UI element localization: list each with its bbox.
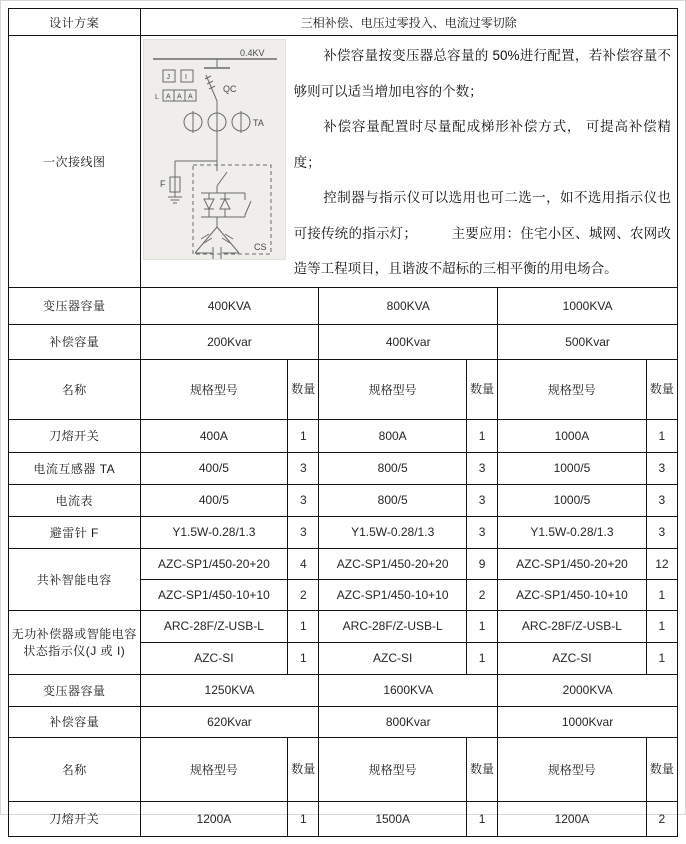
note-ladder-compensation: 补偿容量配置时尽量配成梯形补偿方式， 可提高补偿精度； (293, 119, 671, 170)
ammeter-box-a3: A (187, 93, 193, 101)
s2-header-qty: 数量 (646, 737, 677, 801)
design-notes (286, 36, 677, 287)
qty-cell: 1 (288, 610, 319, 642)
qty-cell: 9 (466, 548, 497, 579)
document-page (1, 1, 685, 844)
s2-transformer-value: 1600KVA (319, 674, 498, 706)
spec-cell: ARC-28F/Z-USB-L (140, 610, 288, 642)
s2-header-spec: 规格型号 (319, 737, 467, 801)
design-scheme-label: 设计方案 (9, 9, 141, 36)
spec-cell: 400/5 (140, 452, 288, 484)
spec-cell: AZC-SP1/450-10+10 (140, 579, 288, 610)
spec-table (8, 8, 678, 837)
switch-label: QC (222, 84, 237, 94)
spec-cell: 800/5 (319, 452, 467, 484)
s1-transformer-label: 变压器容量 (9, 287, 141, 324)
qty-cell: 3 (288, 516, 319, 548)
ct-label: TA (252, 118, 264, 128)
qty-cell: 3 (466, 484, 497, 516)
spec-cell: 800/5 (319, 484, 467, 516)
spec-cell: 1000/5 (498, 452, 647, 484)
design-scheme-value: 三相补偿、电压过零投入、电流过零切除 (140, 9, 677, 36)
qty-cell: 1 (466, 419, 497, 452)
spec-cell: 800A (319, 419, 467, 452)
qty-cell: 1 (466, 642, 497, 674)
s1-transformer-value: 400KVA (140, 287, 319, 324)
fuse-label: F (159, 179, 166, 189)
spec-cell: ARC-28F/Z-USB-L (498, 610, 647, 642)
indicator-box-i: I (184, 74, 187, 81)
spec-cell: Y1.5W-0.28/1.3 (498, 516, 647, 548)
phase-prefix: L (154, 94, 159, 101)
spec-cell: 1500A (319, 801, 467, 836)
equipment-name: 共补智能电容 (9, 548, 141, 610)
qty-cell: 3 (646, 516, 677, 548)
s1-compensation-value: 500Kvar (498, 324, 678, 359)
s1-header-spec: 规格型号 (140, 359, 288, 419)
qty-cell: 1 (646, 579, 677, 610)
spec-cell: 400/5 (140, 484, 288, 516)
s1-header-spec: 规格型号 (319, 359, 467, 419)
spec-cell: AZC-SI (140, 642, 288, 674)
s2-header-name: 名称 (9, 737, 141, 801)
qty-cell: 3 (466, 452, 497, 484)
qty-cell: 1 (466, 610, 497, 642)
qty-cell: 1 (646, 419, 677, 452)
s2-transformer-label: 变压器容量 (9, 674, 141, 706)
s1-header-qty: 数量 (288, 359, 319, 419)
s2-header-spec: 规格型号 (498, 737, 647, 801)
spec-cell: AZC-SP1/450-20+20 (498, 548, 647, 579)
spec-cell: 1000/5 (498, 484, 647, 516)
s1-header-name: 名称 (9, 359, 141, 419)
s1-header-spec: 规格型号 (498, 359, 647, 419)
qty-cell: 1 (288, 642, 319, 674)
s2-header-qty: 数量 (466, 737, 497, 801)
s1-compensation-value: 200Kvar (140, 324, 319, 359)
s2-compensation-value: 620Kvar (140, 706, 319, 737)
capacitor-cabinet-label: CS (253, 242, 267, 252)
qty-cell: 3 (466, 516, 497, 548)
s1-transformer-value: 1000KVA (498, 287, 678, 324)
spec-cell: 1200A (140, 801, 288, 836)
qty-cell: 3 (288, 452, 319, 484)
qty-cell: 1 (466, 801, 497, 836)
qty-cell: 1 (288, 419, 319, 452)
spec-cell: 1000A (498, 419, 647, 452)
spec-cell: AZC-SP1/450-20+20 (140, 548, 288, 579)
spec-cell: ARC-28F/Z-USB-L (319, 610, 467, 642)
qty-cell: 3 (646, 484, 677, 516)
qty-cell: 12 (646, 548, 677, 579)
s2-header-spec: 规格型号 (140, 737, 288, 801)
spec-cell: AZC-SP1/450-10+10 (498, 579, 647, 610)
s2-compensation-value: 1000Kvar (498, 706, 678, 737)
s1-compensation-label: 补偿容量 (9, 324, 141, 359)
s1-header-qty: 数量 (466, 359, 497, 419)
equipment-name: 电流表 (9, 484, 141, 516)
equipment-name: 电流互感器 TA (9, 452, 141, 484)
indicator-box-j: J (166, 74, 170, 81)
equipment-name: 刀熔开关 (9, 801, 141, 836)
s2-compensation-label: 补偿容量 (9, 706, 141, 737)
s2-compensation-value: 800Kvar (319, 706, 498, 737)
ammeter-box-a1: A (165, 93, 171, 101)
voltage-label: 0.4KV (239, 48, 265, 58)
one-line-diagram-svg (143, 39, 286, 260)
wiring-diagram-label: 一次接线图 (9, 36, 141, 288)
s2-transformer-value: 1250KVA (140, 674, 319, 706)
qty-cell: 1 (646, 610, 677, 642)
qty-cell: 3 (646, 452, 677, 484)
qty-cell: 3 (288, 484, 319, 516)
ammeter-box-a2: A (176, 93, 182, 101)
s1-compensation-value: 400Kvar (319, 324, 498, 359)
wiring-diagram-cell (140, 36, 677, 288)
qty-cell: 1 (646, 642, 677, 674)
qty-cell: 2 (646, 801, 677, 836)
equipment-name: 无功补偿器或智能电容状态指示仪(J 或 I) (9, 610, 141, 674)
spec-cell: AZC-SI (498, 642, 647, 674)
s2-transformer-value: 2000KVA (498, 674, 678, 706)
spec-cell: AZC-SP1/450-10+10 (319, 579, 467, 610)
equipment-name: 避雷针 F (9, 516, 141, 548)
equipment-name: 刀熔开关 (9, 419, 141, 452)
note-controller-application: 控制器与指示仪可以选用也可二选一，如不选用指示仪也可接传统的指示灯； 主要应用：住宅小区、城网、农网改造等工程项目，且谐波不超标的三相平衡的用电场合。 (293, 190, 671, 276)
s1-header-qty: 数量 (646, 359, 677, 419)
one-line-diagram (143, 39, 286, 263)
spec-cell: AZC-SP1/450-20+20 (319, 548, 467, 579)
qty-cell: 2 (466, 579, 497, 610)
spec-cell: 400A (140, 419, 288, 452)
s2-header-qty: 数量 (288, 737, 319, 801)
spec-cell: Y1.5W-0.28/1.3 (319, 516, 467, 548)
s1-transformer-value: 800KVA (319, 287, 498, 324)
spec-cell: AZC-SI (319, 642, 467, 674)
note-capacity-config: 补偿容量按变压器总容量的 50%进行配置，若补偿容量不够则可以适当增加电容的个数； (293, 48, 671, 99)
qty-cell: 4 (288, 548, 319, 579)
qty-cell: 2 (288, 579, 319, 610)
spec-cell: Y1.5W-0.28/1.3 (140, 516, 288, 548)
spec-cell: 1200A (498, 801, 647, 836)
qty-cell: 1 (288, 801, 319, 836)
